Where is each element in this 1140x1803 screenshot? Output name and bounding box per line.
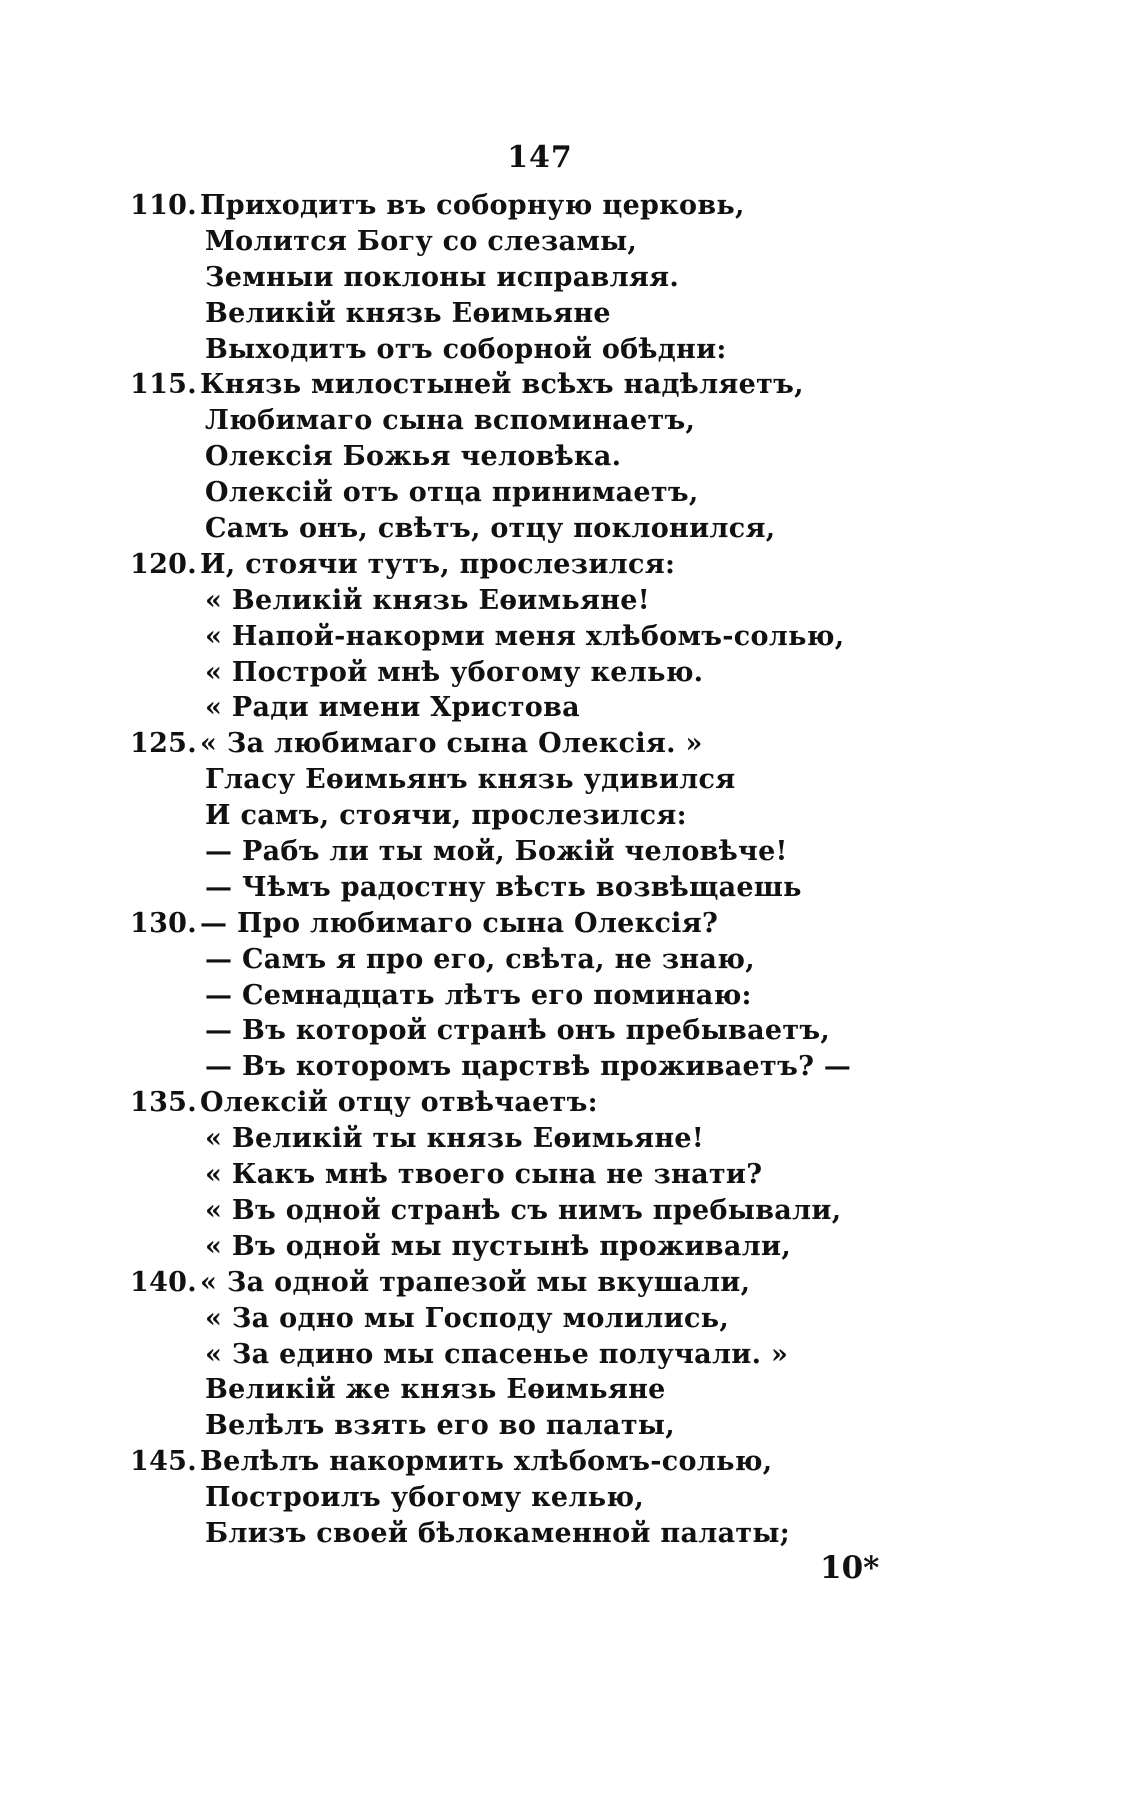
- verse-line: [130, 224, 1030, 260]
- verse-line: [130, 188, 1030, 224]
- verse-text: « За любимаго сына Олексія. »: [200, 728, 703, 760]
- verse-text: И самъ, стоячи, прослезился:: [205, 800, 687, 832]
- verse-text: — Рабъ ли ты мой, Божій человѣче!: [205, 836, 788, 868]
- verse-text: Великій же князь Еѳимьяне: [205, 1374, 666, 1406]
- verse-text: — Семнадцать лѣтъ его поминаю:: [205, 979, 752, 1011]
- verse-line: [130, 906, 1030, 942]
- verse-line: [130, 1516, 1030, 1552]
- verse-text: И, стоячи тутъ, прослезился:: [200, 548, 676, 580]
- verse-text: Гласу Еѳимьянъ князь удивился: [205, 764, 736, 796]
- verse-text: Построилъ убогому келью,: [205, 1482, 645, 1514]
- verse-text: — Въ которомъ царствѣ проживаетъ? —: [205, 1051, 852, 1083]
- verse-line: [130, 726, 1030, 762]
- verse-line: [130, 260, 1030, 296]
- verse-line: [130, 1337, 1030, 1373]
- verse-line: [130, 1444, 1030, 1480]
- verse-line: [130, 978, 1030, 1014]
- verse-text: — Чѣмъ радостну вѣсть возвѣщаешь: [205, 871, 802, 903]
- line-number: 145.: [130, 1446, 197, 1478]
- verse-line: [130, 834, 1030, 870]
- line-number: 140.: [130, 1266, 197, 1298]
- verse-text: « За одно мы Господу молились,: [205, 1302, 730, 1334]
- verse-text: Близъ своей бѣлокаменной палаты;: [205, 1517, 791, 1549]
- verse-text: « Великій князь Еѳимьяне!: [205, 584, 650, 616]
- verse-text: « Великій ты князь Еѳимьяне!: [205, 1123, 705, 1155]
- verse-line: [130, 296, 1030, 332]
- verse-text: « Ради имени Христова: [205, 692, 580, 724]
- signature-mark: 10*: [820, 1550, 880, 1586]
- verse-list: [130, 188, 1030, 1552]
- verse-text: Самъ онъ, свѣтъ, отцу поклонился,: [205, 513, 776, 545]
- verse-text: — Самъ я про его, свѣта, не знаю,: [205, 943, 755, 975]
- verse-line: [130, 511, 1030, 547]
- line-number: 120.: [130, 548, 197, 580]
- line-number: 110.: [130, 190, 197, 221]
- verse-text: « За едино мы спасенье получали. »: [205, 1338, 789, 1370]
- verse-text: Князь милостыней всѣхъ надѣляетъ,: [200, 369, 804, 401]
- verse-text: — Въ которой странѣ онъ пребываетъ,: [205, 1015, 831, 1047]
- verse-line: [130, 1229, 1030, 1265]
- verse-line: [130, 1013, 1030, 1049]
- verse-text: Олексія Божья человѣка.: [205, 441, 622, 473]
- verse-line: [130, 547, 1030, 583]
- verse-line: [130, 1480, 1030, 1516]
- line-number: 130.: [130, 907, 197, 939]
- verse-line: [130, 439, 1030, 475]
- verse-line: [130, 367, 1030, 403]
- verse-line: [130, 798, 1030, 834]
- verse-line: [130, 583, 1030, 619]
- verse-text: Великій князь Еѳимьяне: [205, 297, 611, 329]
- verse-line: [130, 1372, 1030, 1408]
- verse-text: « Какъ мнѣ твоего сына не знати?: [205, 1159, 763, 1191]
- verse-line: [130, 690, 1030, 726]
- verse-text: « За одной трапезой мы вкушали,: [200, 1266, 751, 1298]
- line-number: 125.: [130, 728, 197, 760]
- verse-text: Велѣлъ накормить хлѣбомъ-солью,: [200, 1446, 773, 1478]
- verse-line: [130, 332, 1030, 368]
- verse-line: [130, 619, 1030, 655]
- line-number: 115.: [130, 369, 197, 401]
- line-number: 135.: [130, 1087, 197, 1119]
- verse-text: Молится Богу со слезамы,: [205, 225, 638, 257]
- verse-line: [130, 1265, 1030, 1301]
- verse-text: Олексій отъ отца принимаетъ,: [205, 477, 699, 509]
- verse-line: [130, 655, 1030, 691]
- verse-line: [130, 1193, 1030, 1229]
- verse-line: [130, 1301, 1030, 1337]
- verse-line: [130, 1408, 1030, 1444]
- verse-line: [130, 762, 1030, 798]
- verse-text: Олексій отцу отвѣчаетъ:: [200, 1087, 598, 1119]
- verse-line: [130, 870, 1030, 906]
- verse-text: Велѣлъ взять его во палаты,: [205, 1410, 675, 1442]
- verse-line: [130, 403, 1030, 439]
- verse-text: « Въ одной странѣ съ нимъ пребывали,: [205, 1194, 842, 1226]
- verse-text: Выходитъ отъ соборной обѣдни:: [205, 333, 727, 365]
- verse-text: Земныи поклоны исправляя.: [205, 261, 680, 293]
- page-number: 147: [507, 140, 573, 175]
- verse-line: [130, 1121, 1030, 1157]
- verse-text: « Напой-накорми меня хлѣбомъ-солью,: [205, 620, 845, 652]
- verse-line: [130, 475, 1030, 511]
- verse-text: « Въ одной мы пустынѣ проживали,: [205, 1230, 792, 1262]
- verse-text: Любимаго сына вспоминаетъ,: [205, 405, 696, 437]
- verse-line: [130, 1085, 1030, 1121]
- verse-text: — Про любимаго сына Олексія?: [200, 907, 719, 939]
- verse-line: [130, 1157, 1030, 1193]
- verse-text: Приходитъ въ соборную церковь,: [200, 190, 745, 221]
- verse-line: [130, 942, 1030, 978]
- verse-line: [130, 1049, 1030, 1085]
- verse-text: « Построй мнѣ убогому келью.: [205, 656, 704, 688]
